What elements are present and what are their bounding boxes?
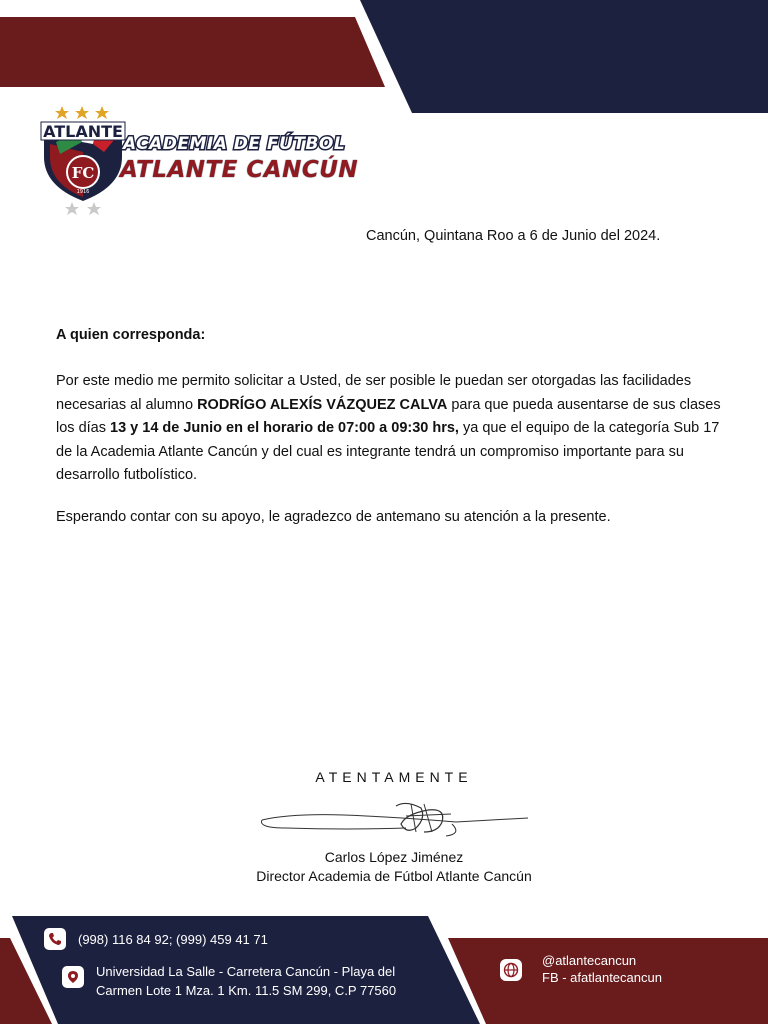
location-pin-icon bbox=[62, 966, 84, 988]
crest-year: 1916 bbox=[76, 189, 90, 195]
grey-stars bbox=[65, 202, 101, 215]
letter-greeting: A quien corresponda: bbox=[56, 327, 206, 343]
body-text-part: para que pueda ausentarse de sus clases los días bbox=[56, 396, 721, 436]
header-maroon-band bbox=[0, 17, 385, 87]
brand-line-academia: ACADEMIA DE FÚTBOL bbox=[123, 134, 346, 154]
handwritten-signature bbox=[256, 798, 536, 844]
footer-address bbox=[96, 962, 396, 1000]
absence-dates: 13 y 14 de Junio en el horario de 07:00 a 09:30 hrs, bbox=[110, 420, 459, 436]
letter-body bbox=[56, 370, 722, 488]
crest-initials: FC bbox=[71, 164, 95, 182]
footer-social-handle: @atlantecancun bbox=[542, 953, 637, 968]
footer-facebook: FB - afatlantecancun bbox=[542, 970, 662, 985]
gold-stars bbox=[55, 106, 109, 119]
letter-date: Cancún, Quintana Roo a 6 de Junio del 2024. bbox=[366, 228, 661, 244]
signer-name: Carlos López Jiménez bbox=[324, 849, 464, 865]
brand-line-club: ATLANTE CANCÚN bbox=[120, 157, 359, 183]
student-name: RODRÍGO ALEXÍS VÁZQUEZ CALVA bbox=[197, 396, 448, 413]
address-line-1: Universidad La Salle - Carretera Cancún - Playa del bbox=[96, 964, 396, 979]
footer-phone: (998) 116 84 92; (999) 459 41 71 bbox=[78, 932, 268, 947]
signer-title: Director Academia de Fútbol Atlante Cancún bbox=[256, 868, 532, 884]
body-text-part: ya que el equipo de la categoría Sub 17 de la Academia Atlante Cancún y del cual es integrante tendrá un compromiso importante para su desarrollo futbolístico. bbox=[56, 420, 720, 483]
address-line-2: Carmen Lote 1 Mza. 1 Km. 11.5 SM 299, C.P 77560 bbox=[96, 983, 397, 998]
crest-name: ATLANTE bbox=[43, 122, 123, 141]
header-navy-block bbox=[360, 0, 768, 113]
body-text-part: Por este medio me permito solicitar a Usted, de ser posible le puedan ser otorgadas las facilidades necesarias al alumno bbox=[56, 373, 692, 413]
club-crest bbox=[38, 102, 128, 218]
letter-closing: Esperando contar con su apoyo, le agradezco de antemano su atención a la presente. bbox=[56, 509, 611, 525]
globe-icon bbox=[500, 959, 522, 981]
sign-off: ATENTAMENTE bbox=[315, 769, 473, 785]
phone-icon bbox=[44, 928, 66, 950]
